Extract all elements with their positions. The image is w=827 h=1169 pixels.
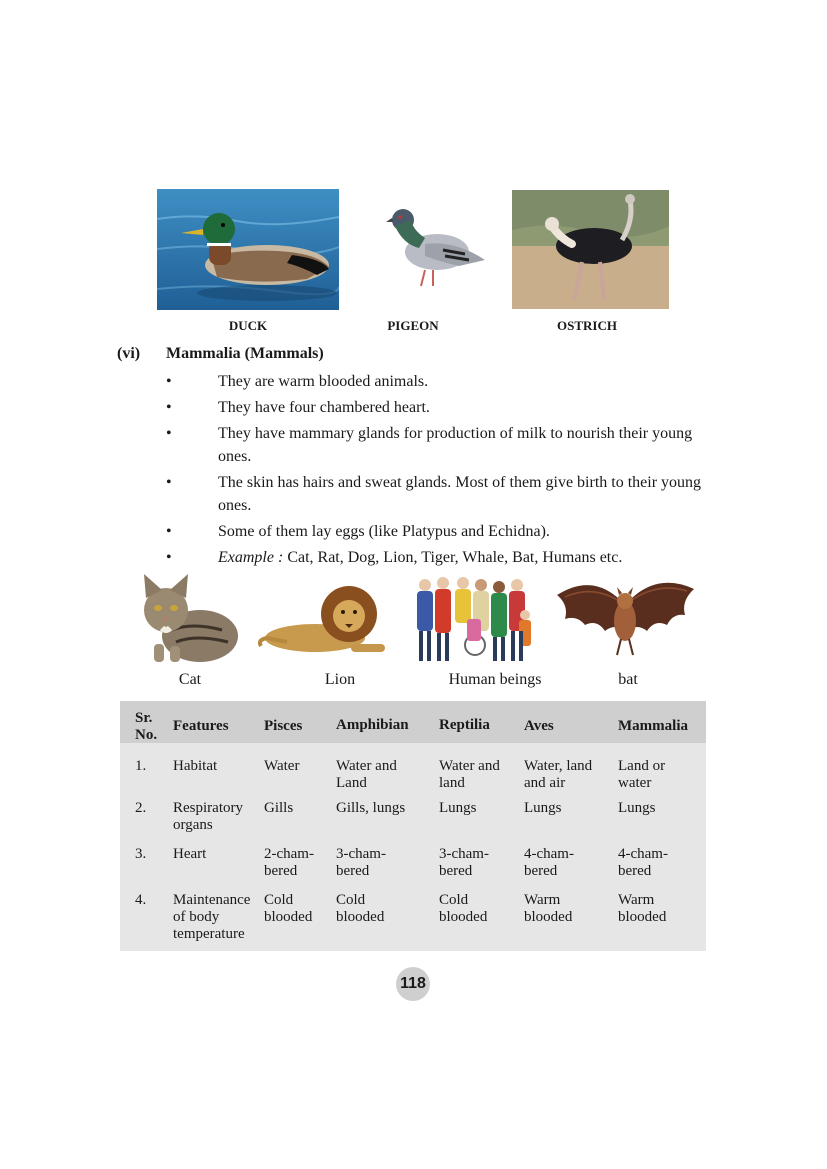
cat-caption: Cat [178,671,202,688]
pigeon-image [385,200,490,292]
table-cell: 4-cham- bered [524,846,574,879]
table-cell: Habitat [173,758,218,774]
section-number: (vi) [117,345,141,362]
table-cell: Heart [173,846,207,862]
duck-image [157,189,339,310]
bullet-icon: • [166,523,172,540]
cat-image [132,570,240,666]
table-cell: 3. [135,846,147,862]
table-cell: Water [264,758,300,774]
table-header-cell: Features [173,718,229,734]
lion-image [257,580,387,658]
table-header-cell: Pisces [264,718,303,734]
table-cell: Warm blooded [618,892,667,925]
bullet-list [166,370,714,572]
ostrich-image [512,190,669,309]
table-cell: Lungs [524,800,562,816]
list-item: • Some of them lay eggs (like Platypus and Echidna). [166,520,714,543]
table-header-cell: Amphibian [336,717,409,733]
bullet-icon: • [166,399,172,416]
bullet-icon: • [166,474,172,491]
duck-caption: DUCK [228,318,268,333]
table-cell: Gills [264,800,294,816]
table-cell: 2-cham- bered [264,846,314,879]
list-item: • They have mammary glands for production of milk to nourish their young ones. [166,422,714,468]
table-cell: Water and land [439,758,500,791]
bat-caption: bat [618,671,638,688]
table-cell: Cold blooded [264,892,313,925]
bat-image [555,575,696,662]
section-title: Mammalia (Mammals) [166,345,324,362]
table-cell: Maintenance of body temperature [173,892,251,942]
table-cell: Land or water [618,758,666,791]
list-item: • The skin has hairs and sweat glands. Most of them give birth to their young ones. [166,471,714,517]
table-cell: Lungs [618,800,656,816]
table-header-cell: Sr. No. [135,710,158,743]
table-cell: Lungs [439,800,477,816]
table-cell: Water and Land [336,758,397,791]
list-item-example [166,546,714,569]
page-number: 118 [396,967,430,1001]
bullet-icon: • [166,373,172,390]
table-header-cell: Reptilia [439,717,490,733]
table-header-cell: Aves [524,718,554,734]
ostrich-caption: OSTRICH [557,318,617,333]
table-cell: 4-cham- bered [618,846,668,879]
example-label: Example : [218,549,284,566]
table-cell: Warm blooded [524,892,573,925]
table-cell: 2. [135,800,147,816]
human-beings-image [413,575,537,664]
human-beings-caption: Human beings [448,671,542,688]
list-item: • They are warm blooded animals. [166,370,714,393]
list-item: • They have four chambered heart. [166,396,714,419]
example-text: Cat, Rat, Dog, Lion, Tiger, Whale, Bat, Humans etc. [283,549,623,566]
table-cell: 3-cham- bered [439,846,489,879]
table-cell: Cold blooded [336,892,385,925]
pigeon-caption: PIGEON [387,318,439,333]
bullet-icon: • [166,549,172,566]
table-cell: Gills, lungs [336,800,406,816]
table-cell: 3-cham- bered [336,846,386,879]
comparison-table [120,701,706,951]
table-header-cell: Mammalia [618,718,688,734]
table-cell: 1. [135,758,147,774]
lion-caption: Lion [324,671,356,688]
bullet-icon: • [166,425,172,442]
table-cell: Respiratory organs [173,800,243,833]
table-cell: 4. [135,892,147,908]
table-cell: Cold blooded [439,892,488,925]
table-cell: Water, land and air [524,758,593,791]
